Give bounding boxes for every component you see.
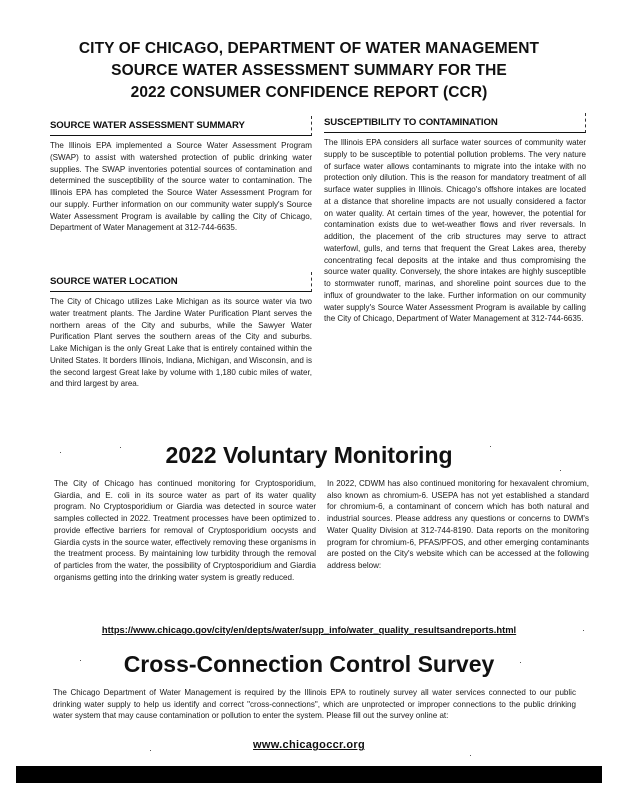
- title-line-2: SOURCE WATER ASSESSMENT SUMMARY FOR THE: [111, 62, 507, 79]
- voluntary-monitoring-title: 2022 Voluntary Monitoring: [165, 442, 453, 468]
- scan-speck: [120, 447, 121, 448]
- scan-speck: [80, 660, 81, 661]
- assessment-summary-heading: SOURCE WATER ASSESSMENT SUMMARY: [50, 116, 312, 136]
- water-location-body: The City of Chicago utilizes Lake Michigan as its source water via two water treatment plants. The Jardine Water Purification Plant serves the northern areas of the City and suburbs, while the Sawyer Water Purification Plant serves the southern areas of the City and suburbs. Lake Michigan is the only Great Lake that is entirely contained within the United States. It borders Illinois, Indiana, Michigan, and Wisconsin, and is the second largest Great lake by volume with 1,180 cubic miles of water, and third largest by area.: [50, 297, 312, 389]
- water-location-section: [50, 272, 312, 390]
- scan-speck: [583, 630, 584, 631]
- scan-speck: [150, 750, 151, 751]
- document-title: [0, 38, 618, 104]
- susceptibility-body: The Illinois EPA considers all surface water sources of community water supply to be susceptible to potential pollution problems. The very nature of surface water allows contaminants to migrate into the intake with no protection only dilution. This is the reason for mandatory treatment of all surface water supplies in Illinois. Chicago's offshore intakes are located at a distance that shoreline impacts are not usually considered a factor on water quality. At certain times of the year, however, the potential for contamination exists due to wet-weather flows and river reversals. In addition, the placement of the crib structures may serve to attract waterfowl, gulls, and terns that frequent the Great Lakes area, thereby concentrating fecal deposits at the intake and thus compromising the source water quality. Conversely, the shore intakes are highly susceptible to stormwater runoff, marinas, and shoreline point sources due to the influx of groundwater to the lake. Further information on our community water supply's Source Water Assessment Program is available by calling the City of Chicago, Department of Water Management at 312-744-6635.: [324, 138, 586, 324]
- voluntary-monitoring-left-text: The City of Chicago has continued monitoring for Cryptosporidium, Giardia, and E. coli in its source water as part of its water quality program. No Cryptosporidium or Giardia was detected in source water samples collected in 2022. Treatment processes have been optimized to provide effective barriers for removal of Cryptosporidium oocysts and Giardia cysts in the source water, effectively removing these organisms in the treatment process. By maintaining low turbidity through the removal of particles from the water, the possibility of Cryptosporidium and Giardia organisms getting into the drinking water system is greatly reduced.: [54, 479, 316, 582]
- survey-website-line: [0, 739, 618, 751]
- water-location-heading: SOURCE WATER LOCATION: [50, 272, 312, 292]
- voluntary-monitoring-right-text: In 2022, CDWM has also continued monitoring for hexavalent chromium, also known as chromium-6. USEPA has not yet established a standard for chromium-6, a contaminant of concern which has both natural and industrial sources. Please address any questions or concerns to DWM's Water Quality Division at 312-744-8190. Data reports on the monitoring program for chromium-6, PFAS/PFOS, and other emerging contaminants are posted on the City's website which can be accessed at the following address below:: [327, 479, 589, 570]
- scan-speck: [520, 662, 521, 663]
- scan-speck: [60, 452, 61, 453]
- susceptibility-section: [324, 113, 586, 325]
- assessment-summary-section: [50, 116, 312, 234]
- water-quality-url-line: [0, 624, 618, 635]
- water-quality-reports-link[interactable]: https://www.chicago.gov/city/en/depts/water/supp_info/water_quality_resultsandreports.html: [101, 624, 517, 635]
- footer-bar: [16, 766, 602, 783]
- scan-speck: [490, 446, 491, 447]
- scan-speck: [560, 470, 561, 471]
- scan-speck: [318, 520, 319, 521]
- susceptibility-heading: SUSCEPTIBILITY TO CONTAMINATION: [324, 113, 586, 133]
- scan-speck: [470, 755, 471, 756]
- assessment-summary-body: The Illinois EPA implemented a Source Water Assessment Program (SWAP) to assist with watershed protection of public drinking water supplies. The SWAP inventories potential sources of contamination and determined the susceptibility of the source water to contamination. The Illinois EPA has completed the Source Water Assessment Program for our supply. Further information on our community water supply's Source Water Assessment Program is available by calling the City of Chicago, Department of Water Management at 312-744-6635.: [50, 141, 312, 233]
- cross-connection-title: Cross-Connection Control Survey: [123, 651, 495, 677]
- cross-connection-body: The Chicago Department of Water Management is required by the Illinois EPA to routinely survey all water services connected to our public drinking water supply to help us identify and correct "cross-connections", which are unprotected or improper connections to the public drinking water system that may cause contamination or pollution to enter the system. Please fill out the survey online at:: [53, 688, 576, 721]
- title-line-1: CITY OF CHICAGO, DEPARTMENT OF WATER MANAGEMENT: [78, 40, 540, 57]
- survey-website-link[interactable]: www.chicagoccr.org: [253, 739, 365, 751]
- title-line-3: 2022 CONSUMER CONFIDENCE REPORT (CCR): [130, 84, 488, 101]
